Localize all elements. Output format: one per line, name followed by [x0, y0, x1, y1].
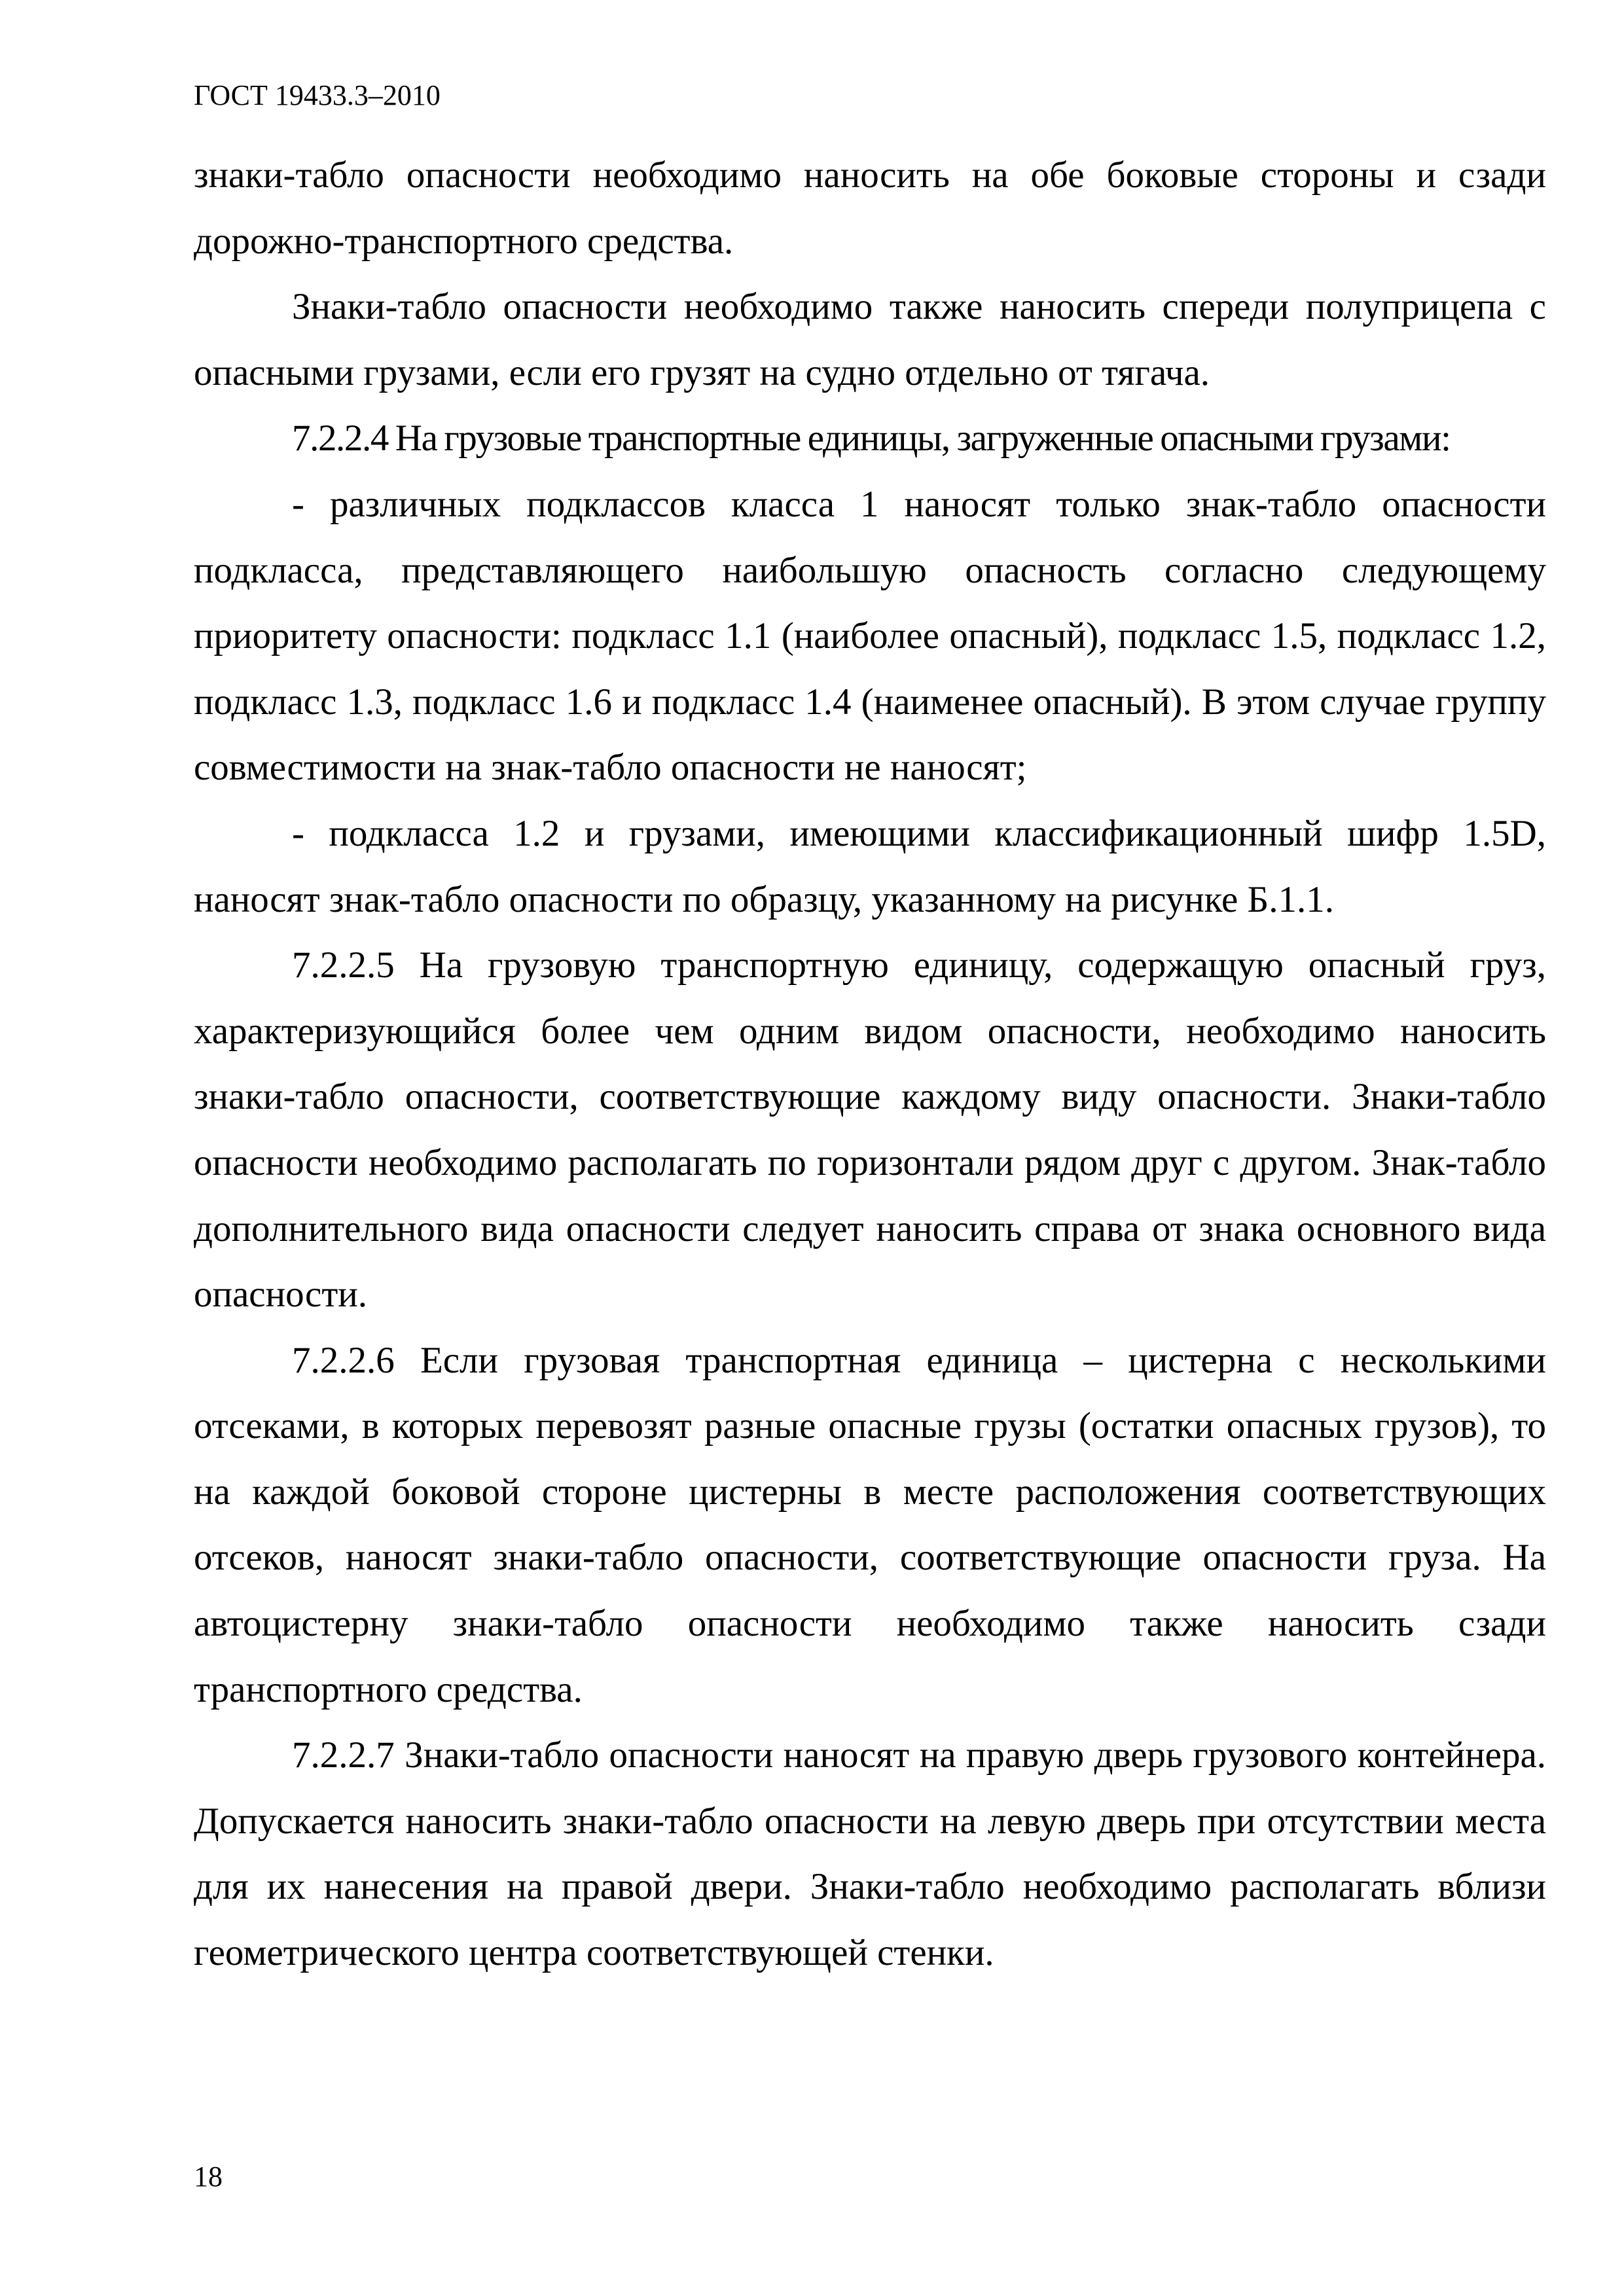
document-header: ГОСТ 19433.3–2010 [194, 79, 441, 111]
paragraph-semitrailer: Знаки-табло опасности необходимо также наносить спереди полуприцепа с опасными грузами, если его грузят на судно отдельно от тягача. [194, 286, 1546, 393]
clause-7-2-2-6: 7.2.2.6 Если грузовая транспортная единица – цистерна с несколькими отсеками, в которых перевозят разные опасные грузы (остатки опасных грузов), то на каждой боковой стороне цистерны в месте расположения соответствующих отсеков, наносят знаки-табло опасности, соответствующие опасности груза. На автоцистерну знаки-табло опасности необходимо также наносить сзади транспортного средства. [194, 1339, 1546, 1710]
document-body [194, 143, 1546, 1986]
clause-7-2-2-5: 7.2.2.5 На грузовую транспортную единицу, содержащую опасный груз, характеризующийся более чем одним видом опасности, необходимо наносить знаки-табло опасности, соответствующие каждому виду опасности. Знаки-табло опасности необходимо располагать по горизонтали рядом друг с другом. Знак-табло дополнительного вида опасности следует наносить справа от знака основного вида опасности. [194, 944, 1546, 1316]
clause-7-2-2-7: 7.2.2.7 Знаки-табло опасности наносят на правую дверь грузового контейнера. Допускается наносить знаки-табло опасности на левую дверь при отсутствии места для их нанесения на правой двери. Знаки-табло необходимо располагать вблизи геометрического центра соответствующей стенки. [194, 1734, 1546, 1974]
list-item-subclass-1-2: - подкласса 1.2 и грузами, имеющими классификационный шифр 1.5D, наносят знак-табло опасности по образцу, указанному на рисунке Б.1.1. [194, 812, 1546, 920]
page-number: 18 [194, 2161, 223, 2193]
list-item-class-1-subclasses: - различных подклассов класса 1 наносят только знак-табло опасности подкласса, представляющего наибольшую опасность согласно следующему приоритету опасности: подкласс 1.1 (наиболее опасный), подкласс 1.5, подкласс 1.2, подкласс 1.3, подкласс 1.6 и подкласс 1.4 (наименее опасный). В этом случае группу совместимости на знак-табло опасности не наносят; [194, 483, 1546, 789]
paragraph-continuation: знаки-табло опасности необходимо наносить на обе боковые стороны и сзади дорожно-транспортного средства. [194, 154, 1546, 262]
clause-7-2-2-4: 7.2.2.4 На грузовые транспортные единицы, загруженные опасными грузами: [292, 418, 1451, 459]
